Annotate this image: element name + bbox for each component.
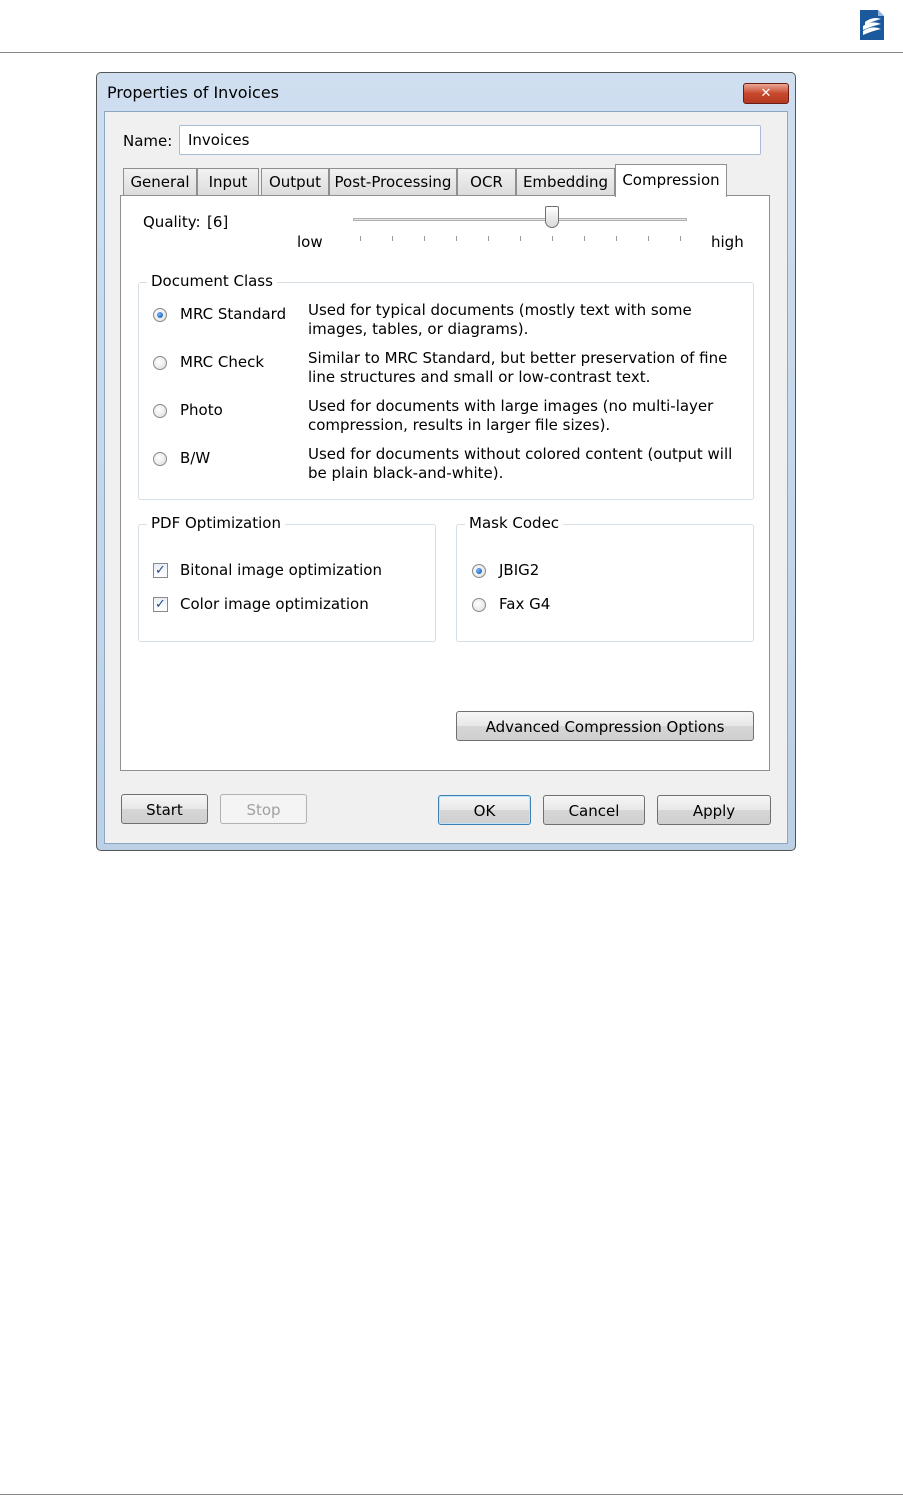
dialog-title: Properties of Invoices	[107, 83, 279, 102]
jbig2-radio[interactable]	[472, 564, 486, 578]
checkmark-icon: ✓	[155, 563, 166, 578]
cancel-button[interactable]: Cancel	[543, 795, 645, 825]
slider-tick	[552, 236, 553, 241]
jbig2-label[interactable]: JBIG2	[499, 561, 540, 579]
document-class-group	[138, 272, 754, 500]
quality-slider-thumb[interactable]	[545, 206, 559, 228]
tab-post-processing[interactable]: Post-Processing	[329, 168, 457, 195]
pdf-optimization-title: PDF Optimization	[147, 514, 285, 532]
ok-button[interactable]: OK	[438, 795, 531, 825]
start-button[interactable]: Start	[121, 794, 208, 824]
pdf-optimization-group	[138, 514, 436, 642]
close-button[interactable]	[743, 83, 789, 104]
slider-tick	[456, 236, 457, 241]
slider-tick	[424, 236, 425, 241]
color-optimization-label[interactable]: Color image optimization	[180, 595, 369, 613]
slider-tick	[680, 236, 681, 241]
quality-high-label: high	[711, 233, 744, 251]
header-rule	[0, 52, 903, 53]
mrc-standard-radio[interactable]	[153, 308, 167, 322]
mask-codec-group	[456, 514, 754, 642]
tab-compression[interactable]: Compression	[615, 164, 727, 197]
slider-tick	[520, 236, 521, 241]
photo-label[interactable]: Photo	[180, 401, 223, 419]
bw-label[interactable]: B/W	[180, 449, 211, 467]
dialog-client-area	[104, 111, 788, 844]
document-class-title: Document Class	[147, 272, 277, 290]
photo-description: Used for documents with large images (no multi-layer compression, results in larger file sizes).	[308, 397, 714, 434]
bitonal-optimization-checkbox[interactable]	[153, 563, 168, 578]
stop-button[interactable]: Stop	[220, 794, 307, 824]
mrc-check-radio[interactable]	[153, 356, 167, 370]
quality-slider-track[interactable]	[353, 218, 687, 221]
quality-low-label: low	[297, 233, 323, 251]
bitonal-optimization-label[interactable]: Bitonal image optimization	[180, 561, 382, 579]
slider-tick	[392, 236, 393, 241]
layered-document-logo-icon	[858, 4, 886, 42]
advanced-compression-options-button[interactable]: Advanced Compression Options	[456, 711, 754, 741]
slider-tick	[616, 236, 617, 241]
photo-radio[interactable]	[153, 404, 167, 418]
tab-output[interactable]: Output	[261, 168, 329, 195]
apply-button[interactable]: Apply	[657, 795, 771, 825]
title-bar	[97, 73, 795, 111]
tab-general[interactable]: General	[123, 168, 197, 195]
mrc-check-label[interactable]: MRC Check	[180, 353, 265, 371]
fax-g4-radio[interactable]	[472, 598, 486, 612]
close-icon: ✕	[760, 86, 772, 101]
slider-tick	[584, 236, 585, 241]
name-label: Name:	[123, 132, 173, 150]
mrc-check-description: Similar to MRC Standard, but better preservation of fine line structures and small or low-contrast text.	[308, 349, 728, 386]
tab-input[interactable]: Input	[197, 168, 259, 195]
mrc-standard-label[interactable]: MRC Standard	[180, 305, 287, 323]
slider-tick	[488, 236, 489, 241]
quality-value: [6]	[207, 213, 229, 231]
bw-description: Used for documents without colored content (output will be plain black-and-white).	[308, 445, 733, 482]
fax-g4-label[interactable]: Fax G4	[499, 595, 551, 613]
tab-ocr[interactable]: OCR	[457, 168, 516, 195]
mask-codec-title: Mask Codec	[465, 514, 563, 532]
quality-label: Quality:	[143, 213, 201, 231]
slider-tick	[360, 236, 361, 241]
color-optimization-checkbox[interactable]	[153, 597, 168, 612]
mrc-standard-description: Used for typical documents (mostly text with some images, tables, or diagrams).	[308, 301, 692, 338]
checkmark-icon: ✓	[155, 597, 166, 612]
name-input[interactable]	[179, 125, 761, 155]
bw-radio[interactable]	[153, 452, 167, 466]
properties-dialog	[96, 72, 796, 851]
compression-tab-panel	[120, 195, 770, 771]
tab-embedding[interactable]: Embedding	[516, 168, 615, 195]
slider-tick	[648, 236, 649, 241]
